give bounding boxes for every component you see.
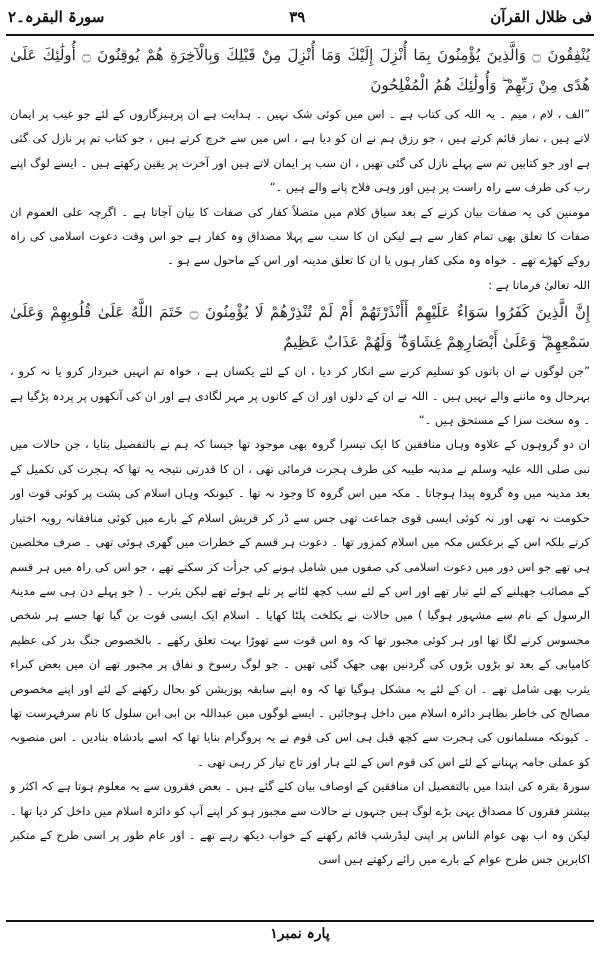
footer-para-label: پارہ نمبر۱ <box>270 926 330 942</box>
surah-title: سورۃ البقرہ۔۲ <box>8 8 105 26</box>
commentary-paragraph-3: سورۃ بقرہ کی ابتدا میں بالتفصیل ان منافقین کے اوصاف بیان کئے گئے ہیں ۔ بعض فقروں سے یہ معلوم ہوتا ہے کہ اکثر و بیشتر فقروں کا مصداق یہی بڑے لوگ ہیں جنہوں نے حالات سے مجبور ہو کر اپنے آپ کو دائرہ اسلام میں داخل کر دیا تھا ۔ لیکن وہ اب بھی عوام الناس پر اپنی لیڈرشپ قائم رکھنے کے خواب دیکھ رہے تھے ۔ اور عام طور پر اسی طرح کے متکبر اکابرین جس طرح عوام کے بارے میں رائے رکھتے ہیں اسی <box>10 779 590 867</box>
translation-paragraph-1: ”الف ، لام ، میم ۔ یہ اللہ کی کتاب ہے ۔ اس میں کوئی شک نہیں ۔ ہدایت ہے ان پرہیزگاروں کے لئے جو غیب پر ایمان لاتے ہیں ، نماز قائم کرتے ہیں ، جو رزق ہم نے ان کو دیا ہے ، اس میں سے خرچ کرتے ہیں ، جو کتاب تم پر نازل کی گئی ہے اور جو کتابیں تم سے پہلے نازل کی گئی تھیں ، ان سب پر ایمان لاتے ہیں اور آخرت پر یقین رکھتے ہیں ۔ ایسے لوگ اپنے رب کی طرف سے راہ راست پر ہیں اور وہی فلاح پانے والے ہیں ۔“ <box>10 107 590 195</box>
verse-intro: اللہ تعالیٰ فرماتا ہے : <box>488 277 590 292</box>
quran-verse-1: يُنْفِقُونَ ۝ وَالَّذِينَ يُؤْمِنُونَ بِمَا أُنْزِلَ إِلَيْكَ وَمَا أُنْزِلَ مِنْ قَبْلِكَ وَبِالْآخِرَةِ هُمْ يُوقِنُونَ ۝ أُولَٰئِكَ عَلَىٰ هُدًى مِنْ رَبِّهِمْ ۖ وَأُولَٰئِكَ هُمُ الْمُفْلِحُونَ <box>10 46 590 94</box>
translation-paragraph-2: ”جن لوگوں نے ان باتوں کو تسلیم کرنے سے انکار کر دیا ، ان کے لئے یکساں ہے ، خواہ تم انہیں خبردار کرو یا نہ کرو ، بہرحال وہ ماننے والے نہیں ہیں ۔ اللہ نے ان کے دلوں اور ان کے کانوں پر مہر لگادی ہے اور ان کی آنکھوں پر پردہ پڑگیا ہے ۔ وہ سخت سزا کے مستحق ہیں ۔“ <box>10 364 590 428</box>
commentary-paragraph-1: مومنین کی یہ صفات بیان کرنے کے بعد سیاق کلام میں متصلاً کفار کی صفات کا بیان آجاتا ہے ۔ اگرچہ علی العموم ان صفات کا تعلق بھی تمام کفار سے ہے لیکن ان کا سب سے پہلا مصداق وہ کفار ہے جو اس وقت دعوت اسلامی کی راہ روکے کھڑے تھے ۔ خواہ وہ مکی کفار ہوں یا ان کا تعلق مدینہ اور اس کے ماحول سے ہو ۔ <box>10 204 590 268</box>
page-header <box>8 2 592 32</box>
commentary-paragraph-2: ان دو گروہوں کے علاوہ وہاں منافقین کا ایک تیسرا گروہ بھی موجود تھا جیسا کہ ہم نے بالتفصیل بتایا ، جن حالات میں نبی صلی اللہ علیہ وسلم نے مدینہ طیبہ کی طرف ہجرت فرمائی تھی ، ان کا قدرتی نتیجہ یہ تھا کہ ہجرت کی تکمیل کے بعد مدینہ میں وہ گروہ پیدا ہوجاتا ۔ مکہ میں اس گروہ کا وجود نہ تھا ۔ کیونکہ وہاں اسلام کی پشت پر کوئی قوت اور حکومت نہ تھی اور نہ کوئی ایسی قوی جماعت تھی جس سے ڈر کر قریش اسلام کے بارے میں کوئی منافقانہ رویہ اختیار کرتے بلکہ اس کے برعکس مکہ میں اسلام کمزور تھا ۔ دعوت ہر قسم کے خطرات میں گھری ہوئی تھی ۔ صرف مخلصین ہی تھے جو اس دور میں دعوت اسلامی کی صفوں میں شامل ہونے کی جرأت کر سکتے تھے ، جو اس کی راہ میں ہر قسم کے مصائب جھیلنے کے لئے تیار تھے اور اس کے لئے سب کچھ لٹانے پر تلے ہوئے تھے لیکن یثرب ۔ ( جو پہلے دن ہی سے مدینۃ الرسول کے نام سے مشہور ہوگیا ) میں حالات نے یکلخت پلٹا کھایا ۔ اسلام ایک ایسی قوت بن گیا تھا جسے ہر شخص محسوس کرنے لگا تھا اور ہر کوئی مجبور تھا کہ وہ اس قوت سے تھوڑا بہت تعلق رکھے ۔ بالخصوص جنگ بدر کی عظیم کامیابی کے بعد تو بڑوں بڑوں کی گردنیں بھی جھک گئی تھیں ۔ جو لوگ رسوخ و نفاق پر مجبور تھے ان میں بعض کبراء یثرب بھی شامل تھے ۔ ان کے لئے یہ مشکل ہوگیا تھا کہ وہ اپنے سابقہ پوزیشن کو بحال رکھنے کے لئے اور اپنے مخصوص مصالح کی خاطر بظاہر دائرہ اسلام میں داخل ہوجائیں ۔ ایسے لوگوں میں عبداللہ بن ابی ابن سلول کا نام سرفہرست تھا ۔ کیونکہ مسلمانوں کی ہجرت سے کچھ قبل ہی اس کی قوم نے یہ پروگرام بنایا تھا کہ اسے بادشاہ بنادیں ۔ اس منصوبہ کو عملی جامہ پہنانے کے لئے اس کی قوم اس کے لئے ہار اور تاج تیار کر رہی تھی ۔ <box>10 437 590 769</box>
page-number: ۳۹ <box>289 8 306 26</box>
page-body <box>10 40 590 912</box>
book-title: فی ظلال القرآن <box>490 8 592 26</box>
header-divider <box>6 34 594 36</box>
quran-verse-2: إِنَّ الَّذِينَ كَفَرُوا سَوَاءٌ عَلَيْهِمْ أَأَنْذَرْتَهُمْ أَمْ لَمْ تُنْذِرْهُمْ لَا يُؤْمِنُونَ ۝ خَتَمَ اللَّهُ عَلَىٰ قُلُوبِهِمْ وَعَلَىٰ سَمْعِهِمْ ۖ وَعَلَىٰ أَبْصَارِهِمْ غِشَاوَةٌ ۖ وَلَهُمْ عَذَابٌ عَظِيمٌ <box>10 303 590 352</box>
footer-divider <box>6 920 594 922</box>
